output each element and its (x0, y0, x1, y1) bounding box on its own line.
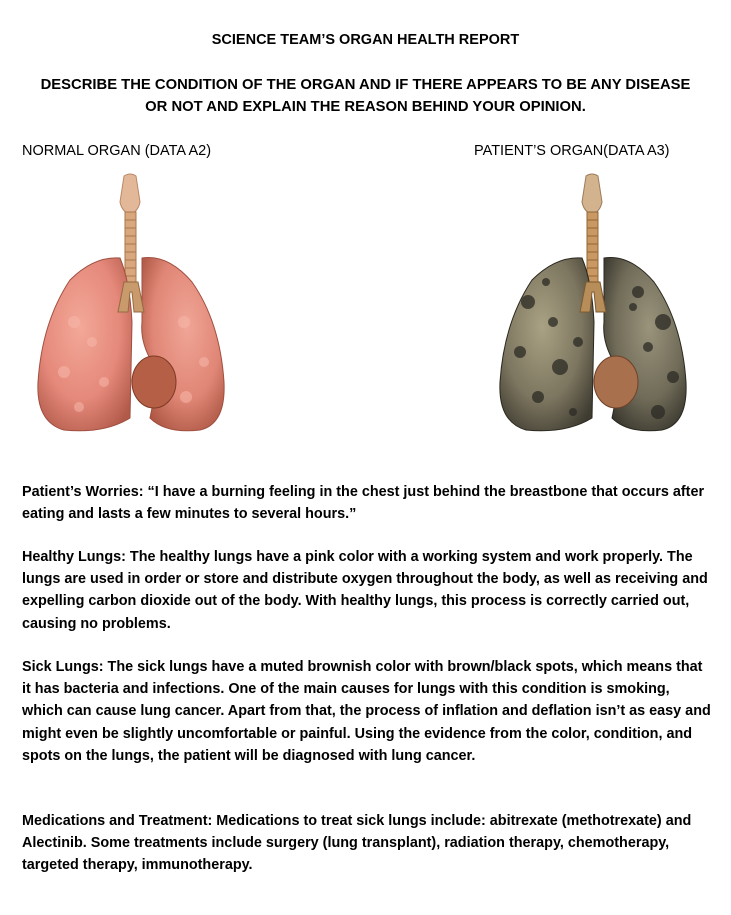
heart-shape (594, 356, 638, 408)
report-prompt: DESCRIBE THE CONDITION OF THE ORGAN AND IF THERE APPEARS TO BE ANY DISEASE OR NOT AND EXPLAIN THE REASON BEHIND YOUR OPINION. (40, 77, 691, 115)
sick-lungs-paragraph: Sick Lungs: The sick lungs have a muted brownish color with brown/black spots, which means that it has bacteria and infections. One of the main causes for lungs with this condition is smoking, which can cause lung cancer. Apart from that, the process of inflation and deflation isn’t as easy and might even be slightly uncomfortable or painful. Using the evidence from the color, condition, and spots on the lungs, the patient will be diagnosed with lung cancer. (22, 659, 711, 764)
trachea-shape (587, 212, 598, 284)
healthy-lungs-paragraph: Healthy Lungs: The healthy lungs have a pink color with a working system and work properly. The lungs are used in order or store and distribute oxygen throughout the body, as well as receiving and expelling carbon dioxide out of the body. With healthy lungs, this process is correctly carried out, causing no problems. (22, 549, 708, 632)
patient-worries-paragraph: Patient’s Worries: “I have a burning feeling in the chest just behind the breastbone that occurs after eating and lasts a few minutes to several hours.” (22, 484, 705, 523)
larynx-shape (582, 174, 602, 214)
report-title: SCIENCE TEAM’S ORGAN HEALTH REPORT (211, 32, 520, 48)
trachea-shape (125, 212, 136, 284)
normal-organ-label: NORMAL ORGAN (DATA A2) (22, 143, 212, 159)
larynx-shape (120, 174, 140, 214)
heart-shape (132, 356, 176, 408)
right-side-lung (38, 258, 132, 431)
patient-organ-label: PATIENT’S ORGAN(DATA A3) (474, 143, 670, 159)
healthy-lungs-image (34, 172, 226, 440)
diseased-lungs-image (498, 172, 688, 440)
medications-treatment-paragraph: Medications and Treatment: Medications to treat sick lungs include: abitrexate (methotrexate) and Alectinib. Some treatments include surgery (lung transplant), radiation therapy, chemotherapy, targeted therapy, immunotherapy. (22, 813, 692, 874)
